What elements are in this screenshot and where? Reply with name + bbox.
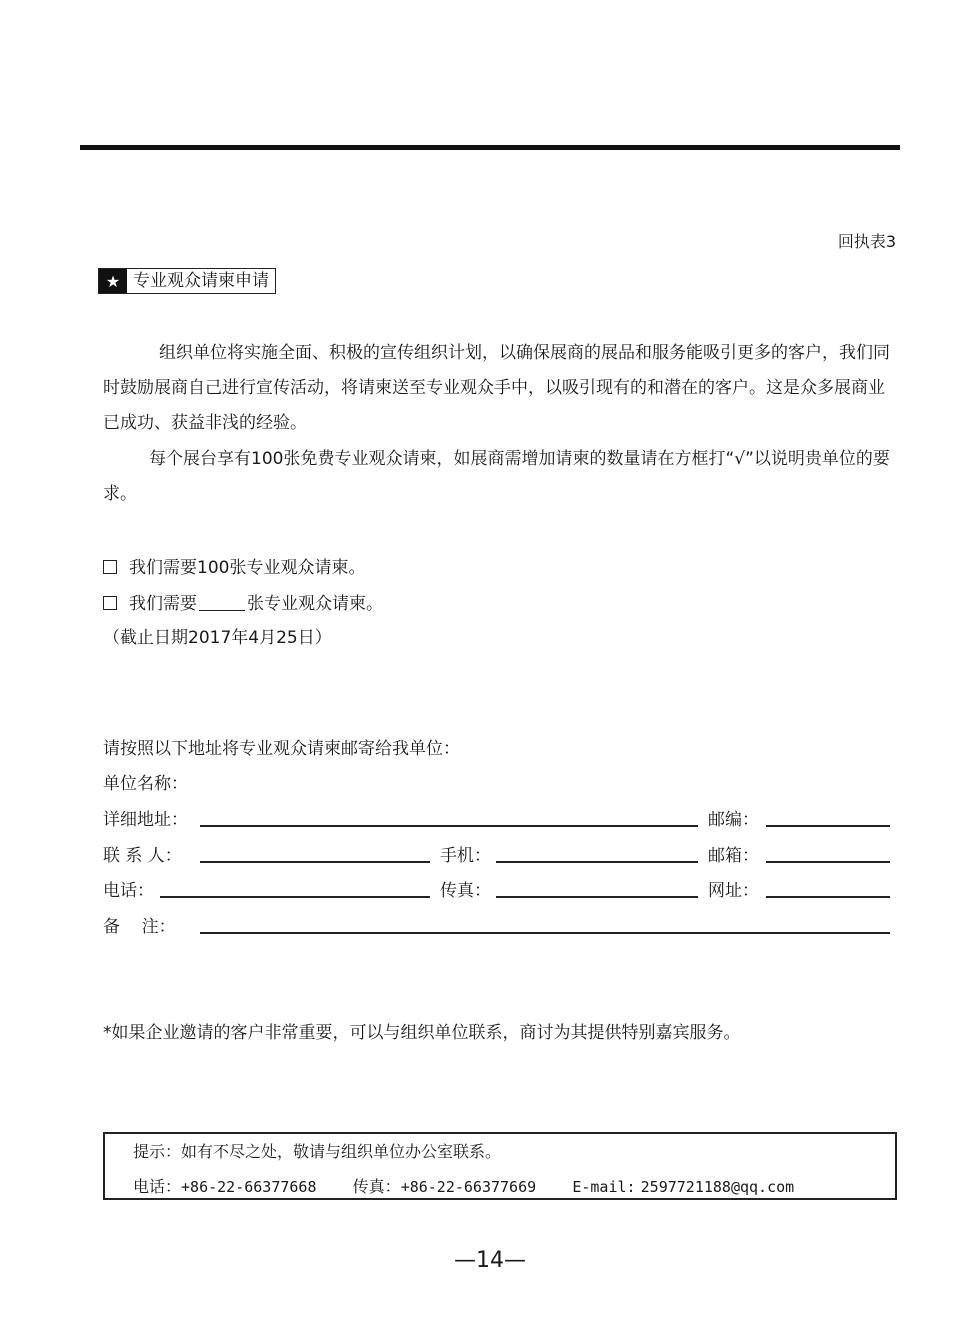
address-field[interactable] — [200, 825, 698, 827]
option-custom-checkbox[interactable] — [103, 596, 117, 610]
vip-notice: *如果企业邀请的客户非常重要，可以与组织单位联系，商讨为其提供特别嘉宾服务。 — [103, 1023, 741, 1043]
page-number: —14— — [454, 1248, 526, 1273]
deadline-text: （截止日期2017年4月25日） — [103, 628, 332, 648]
form-number: 回执表3 — [837, 232, 896, 251]
option-100-row[interactable] — [103, 553, 365, 583]
mobile-field[interactable] — [496, 861, 698, 863]
contact-label: 联 系 人： — [103, 846, 182, 866]
postcode-field[interactable] — [766, 825, 890, 827]
contact-field[interactable] — [200, 861, 430, 863]
email-field[interactable] — [766, 861, 890, 863]
postcode-label: 邮编： — [708, 810, 759, 830]
section-title-text: 专业观众请柬申请 — [133, 271, 269, 291]
option-custom-prefix: 我们需要 — [129, 594, 197, 614]
tip-line: 提示：如有不尽之处，敬请与组织单位办公室联系。 — [133, 1142, 502, 1161]
option-custom-suffix: 张专业观众请柬。 — [247, 594, 383, 614]
address-label: 详细地址： — [103, 810, 188, 830]
tip-box — [103, 1132, 897, 1200]
intro-paragraph: 组织单位将实施全面、积极的宣传组织计划，以确保展商的展品和服务能吸引更多的客户，我们同时鼓励展商自己进行宣传活动，将请柬送至专业观众手中，以吸引现有的和潜在的客户。这是众多展商业已成功、获益非浅的经验。 — [103, 343, 890, 433]
quantity-blank-field[interactable] — [199, 593, 245, 611]
option-custom-row[interactable] — [103, 589, 383, 619]
top-rule — [80, 145, 900, 150]
option-100-checkbox[interactable] — [103, 560, 117, 574]
fax-field[interactable] — [496, 896, 698, 898]
phone-label: 电话： — [103, 881, 154, 901]
tip-phone: +86-22-66377668 — [181, 1178, 317, 1196]
website-label: 网址： — [708, 881, 759, 901]
company-name-label: 单位名称： — [103, 774, 188, 794]
section-title — [98, 268, 276, 294]
tip-fax-label: 传真： — [352, 1177, 401, 1196]
email-label: 邮箱： — [708, 846, 759, 866]
address-intro: 请按照以下地址将专业观众请柬邮寄给我单位： — [103, 739, 460, 759]
tip-email-label: E-mail: — [572, 1178, 636, 1196]
tip-fax: +86-22-66377669 — [400, 1178, 537, 1196]
remarks-label: 备 注： — [103, 917, 176, 937]
fax-label: 传真： — [440, 881, 491, 901]
option-100-label: 我们需要100张专业观众请柬。 — [129, 558, 366, 578]
mobile-label: 手机： — [440, 846, 491, 866]
remarks-field[interactable] — [200, 932, 890, 934]
star-icon: ★ — [99, 269, 127, 293]
phone-field[interactable] — [160, 896, 430, 898]
quota-paragraph: 每个展台享有100张免费专业观众请柬，如展商需增加请柬的数量请在方框打“√”以说明贵单位的要求。 — [103, 449, 890, 504]
tip-email[interactable]: 2597721188@qq.com — [640, 1178, 795, 1196]
tip-phone-label: 电话： — [133, 1177, 182, 1196]
website-field[interactable] — [766, 896, 890, 898]
tip-contact-row — [133, 1175, 794, 1199]
